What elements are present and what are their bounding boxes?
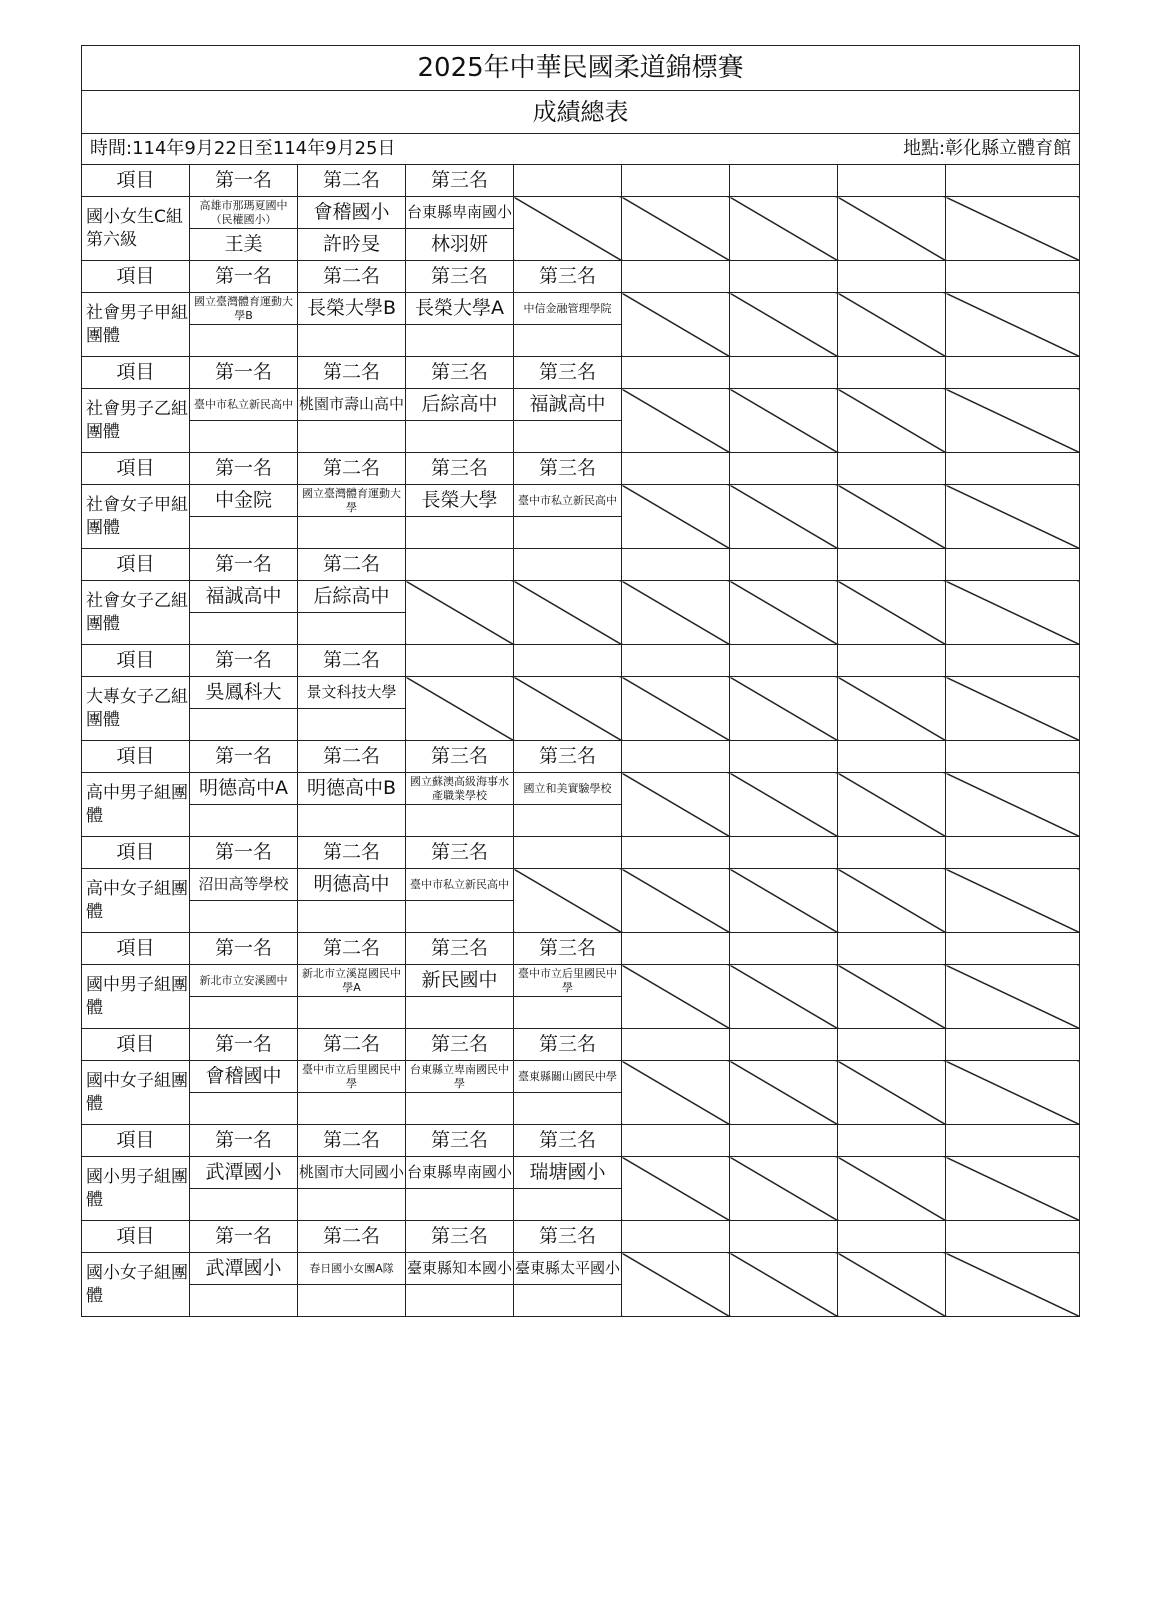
- empty-slash-cell: [622, 485, 730, 549]
- header-rank: 第三名: [406, 357, 514, 389]
- detail-cell: [406, 997, 514, 1029]
- header-empty: [622, 741, 730, 773]
- winner-cell: 沼田高等學校: [190, 869, 298, 901]
- header-empty: [838, 837, 946, 869]
- header-rank: 第一名: [190, 357, 298, 389]
- header-empty: [730, 549, 838, 581]
- winner-cell: 桃園市大同國小: [298, 1157, 406, 1189]
- empty-slash-cell: [730, 1061, 838, 1125]
- detail-cell: [406, 325, 514, 357]
- header-rank: 第三名: [406, 261, 514, 293]
- empty-slash-cell: [622, 1253, 730, 1317]
- header-rank: 第一名: [190, 837, 298, 869]
- category-cell: 社會女子甲組團體: [82, 485, 190, 549]
- header-empty: [622, 453, 730, 485]
- header-rank: 第一名: [190, 933, 298, 965]
- empty-slash-cell: [838, 773, 946, 837]
- header-rank: 第三名: [406, 1125, 514, 1157]
- header-rank: 第三名: [406, 165, 514, 197]
- header-empty: [838, 165, 946, 197]
- detail-cell: [406, 901, 514, 933]
- category-cell: 國小女生C組第六級: [82, 197, 190, 261]
- header-rank: 第一名: [190, 645, 298, 677]
- header-rank: 第三名: [406, 837, 514, 869]
- header-rank: 第三名: [514, 357, 622, 389]
- winner-cell: 后綜高中: [298, 581, 406, 613]
- empty-slash-cell: [946, 581, 1080, 645]
- header-empty: [730, 1125, 838, 1157]
- page-title: 2025年中華民國柔道錦標賽: [82, 46, 1080, 91]
- header-empty: [730, 1029, 838, 1061]
- header-empty: [946, 1125, 1080, 1157]
- empty-slash-cell: [730, 869, 838, 933]
- header-item: 項目: [82, 1221, 190, 1253]
- header-empty: [838, 261, 946, 293]
- detail-cell: [190, 901, 298, 933]
- header-rank: 第三名: [514, 1125, 622, 1157]
- header-empty: [946, 1029, 1080, 1061]
- detail-cell: [298, 1285, 406, 1317]
- detail-cell: [190, 709, 298, 741]
- header-rank: 第二名: [298, 165, 406, 197]
- header-rank: 第二名: [298, 357, 406, 389]
- winner-cell: 新民國中: [406, 965, 514, 997]
- winner-cell: 中金院: [190, 485, 298, 517]
- section-header-row: [82, 1125, 1080, 1157]
- header-empty: [946, 165, 1080, 197]
- header-item: 項目: [82, 645, 190, 677]
- detail-cell: [514, 517, 622, 549]
- header-rank: 第二名: [298, 933, 406, 965]
- header-empty: [730, 933, 838, 965]
- empty-slash-cell: [946, 773, 1080, 837]
- empty-slash-cell: [838, 485, 946, 549]
- header-item: 項目: [82, 261, 190, 293]
- detail-cell: [298, 997, 406, 1029]
- header-rank: 第三名: [514, 741, 622, 773]
- category-cell: 國中男子組團體: [82, 965, 190, 1029]
- detail-cell: [298, 805, 406, 837]
- section-header-row: [82, 1221, 1080, 1253]
- header-empty: [406, 549, 514, 581]
- empty-slash-cell: [730, 965, 838, 1029]
- empty-slash-cell: [514, 677, 622, 741]
- header-item: 項目: [82, 549, 190, 581]
- empty-slash-cell: [838, 581, 946, 645]
- empty-slash-cell: [946, 293, 1080, 357]
- category-cell: 社會男子乙組團體: [82, 389, 190, 453]
- winner-cell: 國立蘇澳高級海事水產職業學校: [406, 773, 514, 805]
- winner-cell: 台東縣立卑南國民中學: [406, 1061, 514, 1093]
- results-table: [81, 45, 1080, 1317]
- header-empty: [622, 837, 730, 869]
- header-item: 項目: [82, 1125, 190, 1157]
- detail-cell: 王美: [190, 229, 298, 261]
- empty-slash-cell: [946, 869, 1080, 933]
- empty-slash-cell: [622, 1157, 730, 1221]
- header-empty: [838, 933, 946, 965]
- empty-slash-cell: [622, 869, 730, 933]
- info-row: [82, 134, 1080, 165]
- winner-cell: 中信金融管理學院: [514, 293, 622, 325]
- header-empty: [622, 165, 730, 197]
- empty-slash-cell: [514, 869, 622, 933]
- section-result-row: [82, 1157, 1080, 1189]
- detail-cell: [190, 1189, 298, 1221]
- section-header-row: [82, 165, 1080, 197]
- header-empty: [622, 1125, 730, 1157]
- header-empty: [622, 261, 730, 293]
- header-empty: [946, 549, 1080, 581]
- header-rank: 第二名: [298, 453, 406, 485]
- header-item: 項目: [82, 357, 190, 389]
- header-empty: [946, 837, 1080, 869]
- winner-cell: 臺東縣知本國小: [406, 1253, 514, 1285]
- empty-slash-cell: [622, 773, 730, 837]
- header-empty: [622, 1221, 730, 1253]
- header-item: 項目: [82, 453, 190, 485]
- header-rank: 第一名: [190, 1221, 298, 1253]
- empty-slash-cell: [946, 965, 1080, 1029]
- section-result-row: [82, 869, 1080, 901]
- empty-slash-cell: [838, 197, 946, 261]
- header-rank: 第三名: [406, 741, 514, 773]
- detail-cell: [190, 421, 298, 453]
- header-rank: 第三名: [514, 453, 622, 485]
- detail-cell: [298, 1093, 406, 1125]
- header-empty: [838, 549, 946, 581]
- category-cell: 社會男子甲組團體: [82, 293, 190, 357]
- header-empty: [622, 1029, 730, 1061]
- section-result-row: [82, 581, 1080, 613]
- winner-cell: 明德高中: [298, 869, 406, 901]
- header-rank: 第二名: [298, 1221, 406, 1253]
- header-rank: 第一名: [190, 1125, 298, 1157]
- header-rank: 第二名: [298, 261, 406, 293]
- winner-cell: 景文科技大學: [298, 677, 406, 709]
- section-header-row: [82, 453, 1080, 485]
- header-rank: 第三名: [406, 933, 514, 965]
- section-header-row: [82, 357, 1080, 389]
- header-rank: 第二名: [298, 1029, 406, 1061]
- empty-slash-cell: [946, 1157, 1080, 1221]
- detail-cell: [514, 325, 622, 357]
- header-empty: [946, 741, 1080, 773]
- winner-cell: 福誠高中: [514, 389, 622, 421]
- detail-cell: [406, 421, 514, 453]
- header-rank: 第三名: [514, 1221, 622, 1253]
- header-empty: [730, 1221, 838, 1253]
- winner-cell: 桃園市壽山高中: [298, 389, 406, 421]
- empty-slash-cell: [622, 293, 730, 357]
- winner-cell: 武潭國小: [190, 1157, 298, 1189]
- detail-cell: [406, 1189, 514, 1221]
- header-empty: [838, 1029, 946, 1061]
- winner-cell: 高雄市那瑪夏國中（民權國小）: [190, 197, 298, 229]
- winner-cell: 長榮大學A: [406, 293, 514, 325]
- header-empty: [730, 453, 838, 485]
- winner-cell: 明德高中B: [298, 773, 406, 805]
- section-header-row: [82, 261, 1080, 293]
- category-cell: 國小女子組團體: [82, 1253, 190, 1317]
- empty-slash-cell: [946, 1061, 1080, 1125]
- empty-slash-cell: [730, 485, 838, 549]
- winner-cell: 臺中市私立新民高中: [514, 485, 622, 517]
- detail-cell: [190, 1285, 298, 1317]
- empty-slash-cell: [730, 581, 838, 645]
- winner-cell: 會稽國中: [190, 1061, 298, 1093]
- winner-cell: 國立和美實驗學校: [514, 773, 622, 805]
- header-empty: [946, 933, 1080, 965]
- detail-cell: [406, 805, 514, 837]
- header-rank: 第二名: [298, 1125, 406, 1157]
- detail-cell: 許昑旻: [298, 229, 406, 261]
- winner-cell: 國立臺灣體育運動大學B: [190, 293, 298, 325]
- winner-cell: 國立臺灣體育運動大學: [298, 485, 406, 517]
- category-cell: 社會女子乙組團體: [82, 581, 190, 645]
- empty-slash-cell: [838, 1061, 946, 1125]
- winner-cell: 吳鳳科大: [190, 677, 298, 709]
- empty-slash-cell: [730, 197, 838, 261]
- header-empty: [946, 453, 1080, 485]
- detail-cell: [514, 1285, 622, 1317]
- empty-slash-cell: [730, 389, 838, 453]
- winner-cell: 臺東縣太平國小: [514, 1253, 622, 1285]
- empty-slash-cell: [514, 197, 622, 261]
- category-cell: 高中男子組團體: [82, 773, 190, 837]
- category-cell: 大專女子乙組團體: [82, 677, 190, 741]
- empty-slash-cell: [730, 773, 838, 837]
- detail-cell: [298, 421, 406, 453]
- section-header-row: [82, 933, 1080, 965]
- winner-cell: 武潭國小: [190, 1253, 298, 1285]
- winner-cell: 臺中市立后里國民中學: [298, 1061, 406, 1093]
- page-subtitle: 成績總表: [82, 91, 1080, 134]
- header-rank: 第三名: [406, 1029, 514, 1061]
- winner-cell: 長榮大學B: [298, 293, 406, 325]
- time-text: 時間:114年9月22日至114年9月25日: [90, 138, 396, 160]
- header-item: 項目: [82, 933, 190, 965]
- header-empty: [514, 837, 622, 869]
- category-cell: 高中女子組團體: [82, 869, 190, 933]
- empty-slash-cell: [622, 389, 730, 453]
- header-rank: 第一名: [190, 453, 298, 485]
- category-cell: 國中女子組團體: [82, 1061, 190, 1125]
- header-empty: [622, 357, 730, 389]
- header-rank: 第一名: [190, 741, 298, 773]
- winner-cell: 瑞塘國小: [514, 1157, 622, 1189]
- empty-slash-cell: [838, 1253, 946, 1317]
- header-item: 項目: [82, 837, 190, 869]
- header-empty: [946, 261, 1080, 293]
- header-rank: 第三名: [406, 453, 514, 485]
- header-empty: [730, 165, 838, 197]
- header-empty: [946, 357, 1080, 389]
- header-empty: [838, 645, 946, 677]
- empty-slash-cell: [406, 581, 514, 645]
- header-empty: [730, 645, 838, 677]
- header-rank: 第二名: [298, 741, 406, 773]
- section-header-row: [82, 741, 1080, 773]
- winner-cell: 后綜高中: [406, 389, 514, 421]
- empty-slash-cell: [838, 677, 946, 741]
- empty-slash-cell: [622, 581, 730, 645]
- header-rank: 第一名: [190, 165, 298, 197]
- detail-cell: [514, 421, 622, 453]
- results-sheet: [81, 45, 1079, 1317]
- detail-cell: [298, 517, 406, 549]
- empty-slash-cell: [730, 677, 838, 741]
- winner-cell: 長榮大學: [406, 485, 514, 517]
- detail-cell: [514, 997, 622, 1029]
- header-empty: [622, 549, 730, 581]
- header-empty: [622, 645, 730, 677]
- header-empty: [946, 645, 1080, 677]
- detail-cell: [190, 517, 298, 549]
- empty-slash-cell: [838, 869, 946, 933]
- winner-cell: 台東縣卑南國小: [406, 197, 514, 229]
- header-empty: [730, 261, 838, 293]
- empty-slash-cell: [730, 1157, 838, 1221]
- section-result-row: [82, 197, 1080, 229]
- header-empty: [514, 645, 622, 677]
- detail-cell: 林羽妍: [406, 229, 514, 261]
- detail-cell: [406, 1093, 514, 1125]
- section-header-row: [82, 1029, 1080, 1061]
- empty-slash-cell: [946, 389, 1080, 453]
- section-result-row: [82, 773, 1080, 805]
- header-empty: [622, 933, 730, 965]
- winner-cell: 臺中市立后里國民中學: [514, 965, 622, 997]
- header-rank: 第三名: [406, 1221, 514, 1253]
- detail-cell: [514, 1189, 622, 1221]
- empty-slash-cell: [946, 1253, 1080, 1317]
- empty-slash-cell: [622, 1061, 730, 1125]
- header-rank: 第二名: [298, 645, 406, 677]
- detail-cell: [298, 325, 406, 357]
- header-rank: 第三名: [514, 1029, 622, 1061]
- header-empty: [838, 453, 946, 485]
- section-result-row: [82, 1061, 1080, 1093]
- empty-slash-cell: [730, 293, 838, 357]
- empty-slash-cell: [406, 677, 514, 741]
- empty-slash-cell: [730, 1253, 838, 1317]
- header-empty: [838, 357, 946, 389]
- header-rank: 第一名: [190, 261, 298, 293]
- header-rank: 第一名: [190, 1029, 298, 1061]
- winner-cell: 臺中市私立新民高中: [406, 869, 514, 901]
- header-empty: [838, 1125, 946, 1157]
- empty-slash-cell: [946, 677, 1080, 741]
- winner-cell: 春日國小女團A隊: [298, 1253, 406, 1285]
- empty-slash-cell: [838, 965, 946, 1029]
- header-rank: 第三名: [514, 933, 622, 965]
- detail-cell: [190, 613, 298, 645]
- header-item: 項目: [82, 165, 190, 197]
- section-result-row: [82, 389, 1080, 421]
- header-empty: [838, 741, 946, 773]
- winner-cell: 福誠高中: [190, 581, 298, 613]
- section-header-row: [82, 837, 1080, 869]
- empty-slash-cell: [838, 293, 946, 357]
- winner-cell: 臺中市私立新民高中: [190, 389, 298, 421]
- empty-slash-cell: [838, 1157, 946, 1221]
- header-empty: [946, 1221, 1080, 1253]
- detail-cell: [298, 709, 406, 741]
- section-result-row: [82, 485, 1080, 517]
- empty-slash-cell: [514, 581, 622, 645]
- empty-slash-cell: [622, 197, 730, 261]
- header-item: 項目: [82, 1029, 190, 1061]
- winner-cell: 會稽國小: [298, 197, 406, 229]
- section-header-row: [82, 549, 1080, 581]
- section-result-row: [82, 1253, 1080, 1285]
- header-empty: [406, 645, 514, 677]
- winner-cell: 台東縣卑南國小: [406, 1157, 514, 1189]
- detail-cell: [190, 805, 298, 837]
- header-item: 項目: [82, 741, 190, 773]
- place-text: 地點:彰化縣立體育館: [903, 138, 1072, 160]
- section-result-row: [82, 293, 1080, 325]
- section-result-row: [82, 965, 1080, 997]
- winner-cell: 新北市立安溪國中: [190, 965, 298, 997]
- header-empty: [514, 165, 622, 197]
- empty-slash-cell: [946, 485, 1080, 549]
- detail-cell: [190, 325, 298, 357]
- winner-cell: 新北市立溪崑國民中學A: [298, 965, 406, 997]
- winner-cell: 明德高中A: [190, 773, 298, 805]
- detail-cell: [298, 1189, 406, 1221]
- category-cell: 國小男子組團體: [82, 1157, 190, 1221]
- header-empty: [730, 357, 838, 389]
- empty-slash-cell: [622, 965, 730, 1029]
- empty-slash-cell: [622, 677, 730, 741]
- header-empty: [730, 837, 838, 869]
- detail-cell: [406, 1285, 514, 1317]
- header-empty: [730, 741, 838, 773]
- detail-cell: [190, 997, 298, 1029]
- empty-slash-cell: [838, 389, 946, 453]
- detail-cell: [298, 613, 406, 645]
- header-rank: 第二名: [298, 549, 406, 581]
- detail-cell: [406, 517, 514, 549]
- detail-cell: [514, 805, 622, 837]
- header-rank: 第一名: [190, 549, 298, 581]
- header-empty: [514, 549, 622, 581]
- section-header-row: [82, 645, 1080, 677]
- winner-cell: 臺東縣關山國民中學: [514, 1061, 622, 1093]
- header-rank: 第二名: [298, 837, 406, 869]
- header-rank: 第三名: [514, 261, 622, 293]
- detail-cell: [190, 1093, 298, 1125]
- header-empty: [838, 1221, 946, 1253]
- detail-cell: [514, 1093, 622, 1125]
- detail-cell: [298, 901, 406, 933]
- section-result-row: [82, 677, 1080, 709]
- empty-slash-cell: [946, 197, 1080, 261]
